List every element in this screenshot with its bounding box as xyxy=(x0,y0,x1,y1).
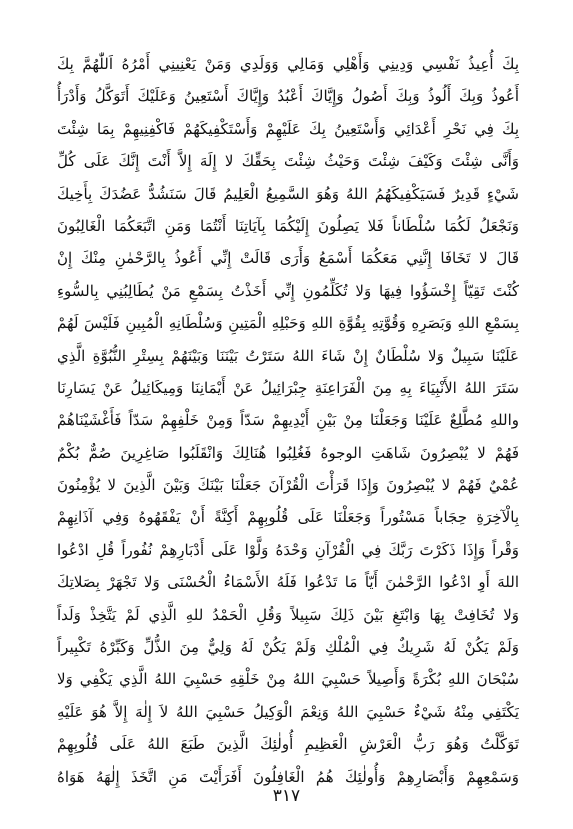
text-line: وَقْراً وَإِذَا ذَكَرْتَ رَبَّكَ فِي الْقُرْآنِ وَحْدَهُ وَلَّوْا عَلَى أَدْبَارِهِمْ نُفُوراً قُلِ ادْعُوا xyxy=(57,540,519,559)
text-line: وَنَجْعَلُ لَكُمَا سُلْطَاناً فَلا يَصِلُونَ إِلَيْكُمَا بِآيَاتِنَا أَنْتُمَا وَمَنِ اتَّبَعَكُمَا الْغَالِبُونَ xyxy=(57,216,519,235)
text-line: تَوَكَّلْتُ وَهُوَ رَبُّ الْعَرْشِ الْعَظِيمِ أُولٰئِكَ الَّذِينَ طَبَعَ اللهُ عَلَى قُلُوبِهِمْ xyxy=(57,735,519,754)
text-line: سُبْحَانَ اللهِ بُكْرَةً وَأَصِيلاً حَسْبِيَ اللهُ مِنْ خَلْقِهِ حَسْبِيَ اللهُ الَّذِي يَكْفِي وَلا xyxy=(57,670,519,689)
text-line: بِالْآخِرَةِ حِجَاباً مَسْتُوراً وَجَعَلْنَا عَلَى قُلُوبِهِمْ أَكِنَّةً أَنْ يَفْقَهُوهُ وَفِي آذَانِهِمْ xyxy=(57,508,519,527)
text-line: بِكَ فِي نَحْرِ أَعْدَائِي وَأَسْتَعِينُ بِكَ عَلَيْهِمْ وَأَسْتَكْفِيكَهُمْ فَاكْفِنِيهِمْ بِمَا شِئْتَ xyxy=(57,119,519,138)
text-line: قَالَ لا تَخَافَا إِنَّنِي مَعَكُمَا أَسْمَعُ وَأَرَى قَالَتْ إِنِّي أَعُوذُ بِالرَّحْمٰنِ مِنْكَ إِنْ xyxy=(57,249,519,268)
text-line: بِسَمْعِ اللهِ وَبَصَرِهِ وَقُوَّتِهِ بِقُوَّةِ اللهِ وَحَبْلِهِ الْمَتِينِ وَسُلْطَانِهِ الْمُبِينِ فَلَيْسَ لَهُمْ xyxy=(57,314,519,333)
text-line: فَهُمْ لا يُبْصِرُونَ شَاهَتِ الوجوهُ فَغُلِبُوا هُنَالِكَ وَانْقَلَبُوا صَاغِرِينَ صُمٌّ بُكْمٌ xyxy=(57,443,519,462)
text-line: شَيْءٍ قَدِيرٌ فَسَيَكْفِيكَهُمُ اللهُ وَهُوَ السَّمِيعُ الْعَلِيمُ قَالَ سَنَشُدُّ عَضُدَكَ بِأَخِيكَ xyxy=(57,184,519,203)
text-line: وَلَمْ يَكُنْ لَهُ شَرِيكٌ فِي الْمُلْكِ وَلَمْ يَكُنْ لَهُ وَلِيٌّ مِنَ الذُّلِّ وَكَبِّرْهُ تَكْبِيراً xyxy=(57,638,519,657)
text-line: وَسَمْعِهِمْ وَأَبْصَارِهِمْ وَأُولٰئِكَ هُمُ الْغَافِلُونَ أَفَرَأَيْتَ مَنِ اتَّخَذَ إِلٰهَهُ هَوَاهُ xyxy=(57,767,519,786)
text-line: واللهِ مُطَّلِعٌ عَلَيْنَا وَجَعَلْنَا مِنْ بَيْنِ أَيْدِيهِمْ سَدّاً وَمِنْ خَلْفِهِمْ سَدّاً فَأَغْشَيْنَاهُمْ xyxy=(57,411,519,430)
text-line: يَكْتَفِي مِنْهُ شَيْءٌ حَسْبِيَ اللهُ وَنِعْمَ الْوَكِيلُ حَسْبِيَ اللهُ لاَ إِلٰهَ إِلاَّ هُوَ عَلَيْهِ xyxy=(57,702,519,721)
text-line: بِكَ أُعِيذُ نَفْسِي وَدِينِي وَأَهْلِي وَمَالِي وَوَلَدِي وَمَنْ يَعْنِينِي أَمْرُهُ اَللّٰهُمَّ بِكَ xyxy=(57,55,519,73)
text-line: أَعُوذُ وَبِكَ أَلُوذُ وَبِكَ أَصُولُ وَإِيَّاكَ أَعْبُدُ وَإِيَّاكَ أَسْتَعِينُ وَعَلَيْكَ أَتَوَكَّلُ وَأَدْرَأُ xyxy=(57,87,519,106)
text-line: كُنْتَ تَقِيّاً إِخْسَؤُوا فِيهَا وَلا تُكَلِّمُونِ إِنِّي أَخَذْتُ بِسَمْعِ مَنْ يُطَالِبُنِي بِالسُّوءِ xyxy=(57,281,519,300)
text-line: وَأَنَّى شِئْتَ وَكَيْفَ شِئْتَ وَحَيْثُ شِئْتَ بِحَقِّكَ لا إِلَهَ إِلاَّ أَنْتَ إِنَّكَ عَلَى كُلِّ xyxy=(57,152,519,171)
text-line: اللهَ أَوِ ادْعُوا الرَّحْمٰنَ أَيّاً مَا تَدْعُوا فَلَهُ الأَسْمَاءُ الْحُسْنَى وَلا تَجْهَرْ بِصَلاتِكَ xyxy=(57,573,519,592)
text-line: عُمْيٌ فَهُمْ لا يُبْصِرُونَ وَإِذَا قَرَأْتَ الْقُرْآنَ جَعَلْنَا بَيْنَكَ وَبَيْنَ الَّذِينَ لا يُؤْمِنُونَ xyxy=(57,476,519,495)
text-line: وَلا تُخَافِتْ بِهَا وَابْتَغِ بَيْنَ ذَلِكَ سَبِيلاً وَقُلِ الْحَمْدُ للهِ الَّذِي لَمْ يَتَّخِذْ وَلَداً xyxy=(57,605,519,624)
text-line: سَتَرَ اللهُ الأَنْبِيَاءَ بِهِ مِنَ الْفَرَاعِنَةِ جِبْرَائِيلُ عَنْ أَيْمَانِنَا وَمِيكَائِيلُ عَنْ يَسَارِنَا xyxy=(57,378,519,397)
text-line: عَلَيْنَا سَبِيلٌ وَلا سُلْطَانٌ إِنْ شَاءَ اللهُ سَتَرْتُ بَيْنَنَا وَبَيْنَهُمْ بِسِتْرِ النُّبُوَّةِ الَّذِي xyxy=(57,346,519,365)
page-number: ٣١٧ xyxy=(272,786,301,806)
supplication-text-block xyxy=(57,48,519,793)
